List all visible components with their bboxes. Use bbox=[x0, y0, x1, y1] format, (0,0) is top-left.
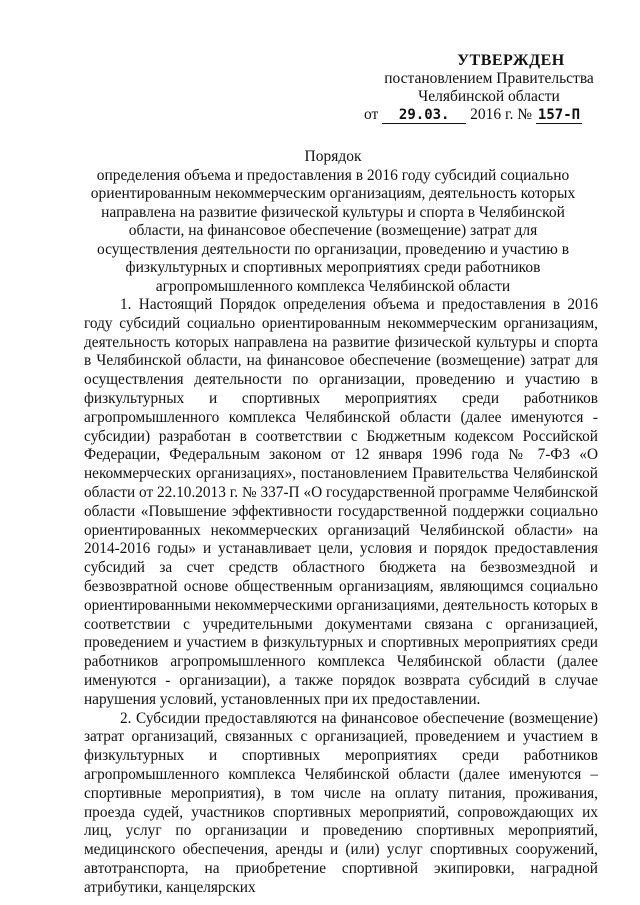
title-heading: Порядок bbox=[304, 148, 362, 165]
paragraph-1: 1. Настоящий Порядок определения объема и предоставления в 2016 году субсидий социально ориентированным некоммерческим организациям, деятельность которых направлена на развитие физической культуры и спорта в Челябинской области, на финансовое обеспечение (возмещение) затрат для осуществления деятельности по организации, проведению и участию в физкультурных и спортивных мероприятиях среди работников агропромышленного комплекса Челябинской области (далее именуются - субсидии) разработан в соответствии с Бюджетным кодексом Российской Федерации, Федеральным законом от 12 января 1996 года № 7-ФЗ «О некоммерческих организациях», постановлением Правительства Челябинской области от 22.10.2013 г. № 337-П «О государственной программе Челябинской области «Повышение эффективности государственной поддержки социально ориентированных некоммерческих организаций Челябинской области» на 2014-2016 годы» и устанавливает цели, условия и порядок предоставления субсидий за счет средств областного бюджета на безвозмездной и безвозвратной основе общественным организациям, являющимся социально ориентированными некоммерческими организациями, деятельность которых в соответствии с учредительными документами связана с организацией, проведением и участием в физкультурных и спортивных мероприятиях среди работников агропромышленного комплекса Челябинской области (далее именуются - организации), а также порядок возврата субсидий в случае нарушения условий, установленных при их предоставлении. bbox=[84, 296, 598, 708]
number-value: 157-П bbox=[537, 107, 581, 123]
approval-line-1: постановлением Правительства bbox=[384, 70, 594, 87]
title-text: определения объема и предоставления в 2016 году субсидий социально ориентированным некоммерческим организациям, деятельность которых направлена на развитие физической культуры и спорта в Челябинской области, на финансовое обеспечение (возмещение) затрат для осуществления деятельности по организации, проведению и участию в физкультурных и спортивных мероприятиях среди работников агропромышленного комплекса Челябинской области bbox=[90, 166, 576, 295]
document-title bbox=[78, 148, 588, 296]
date-suffix: 2016 г. № bbox=[470, 106, 533, 123]
date-value: 29.03. bbox=[382, 107, 466, 124]
approval-line-2: Челябинской области bbox=[418, 88, 560, 105]
date-prefix: от bbox=[364, 106, 379, 123]
paragraph-2: 2. Субсидии предоставляются на финансовое обеспечение (возмещение) затрат организаций, связанных с организацией, проведением и участием в физкультурных и спортивных мероприятиях среди работников агропромышленного комплекса Челябинской области (далее именуются – спортивные мероприятия), в том числе на оплату питания, проживания, проезда судей, участников спортивных мероприятий, сопровождающих их лиц, услуг по организации и проведению спортивных мероприятий, медицинского обеспечения, аренды и (или) услуг спортивных сооружений, автотранспорта, на приобретение спортивной экипировки, наградной атрибутики, канцелярских bbox=[84, 709, 598, 896]
approval-date-line bbox=[364, 106, 614, 124]
document-body bbox=[84, 296, 598, 898]
approval-block bbox=[364, 52, 614, 124]
approval-stamp: УТВЕРЖДЕН bbox=[457, 52, 565, 69]
